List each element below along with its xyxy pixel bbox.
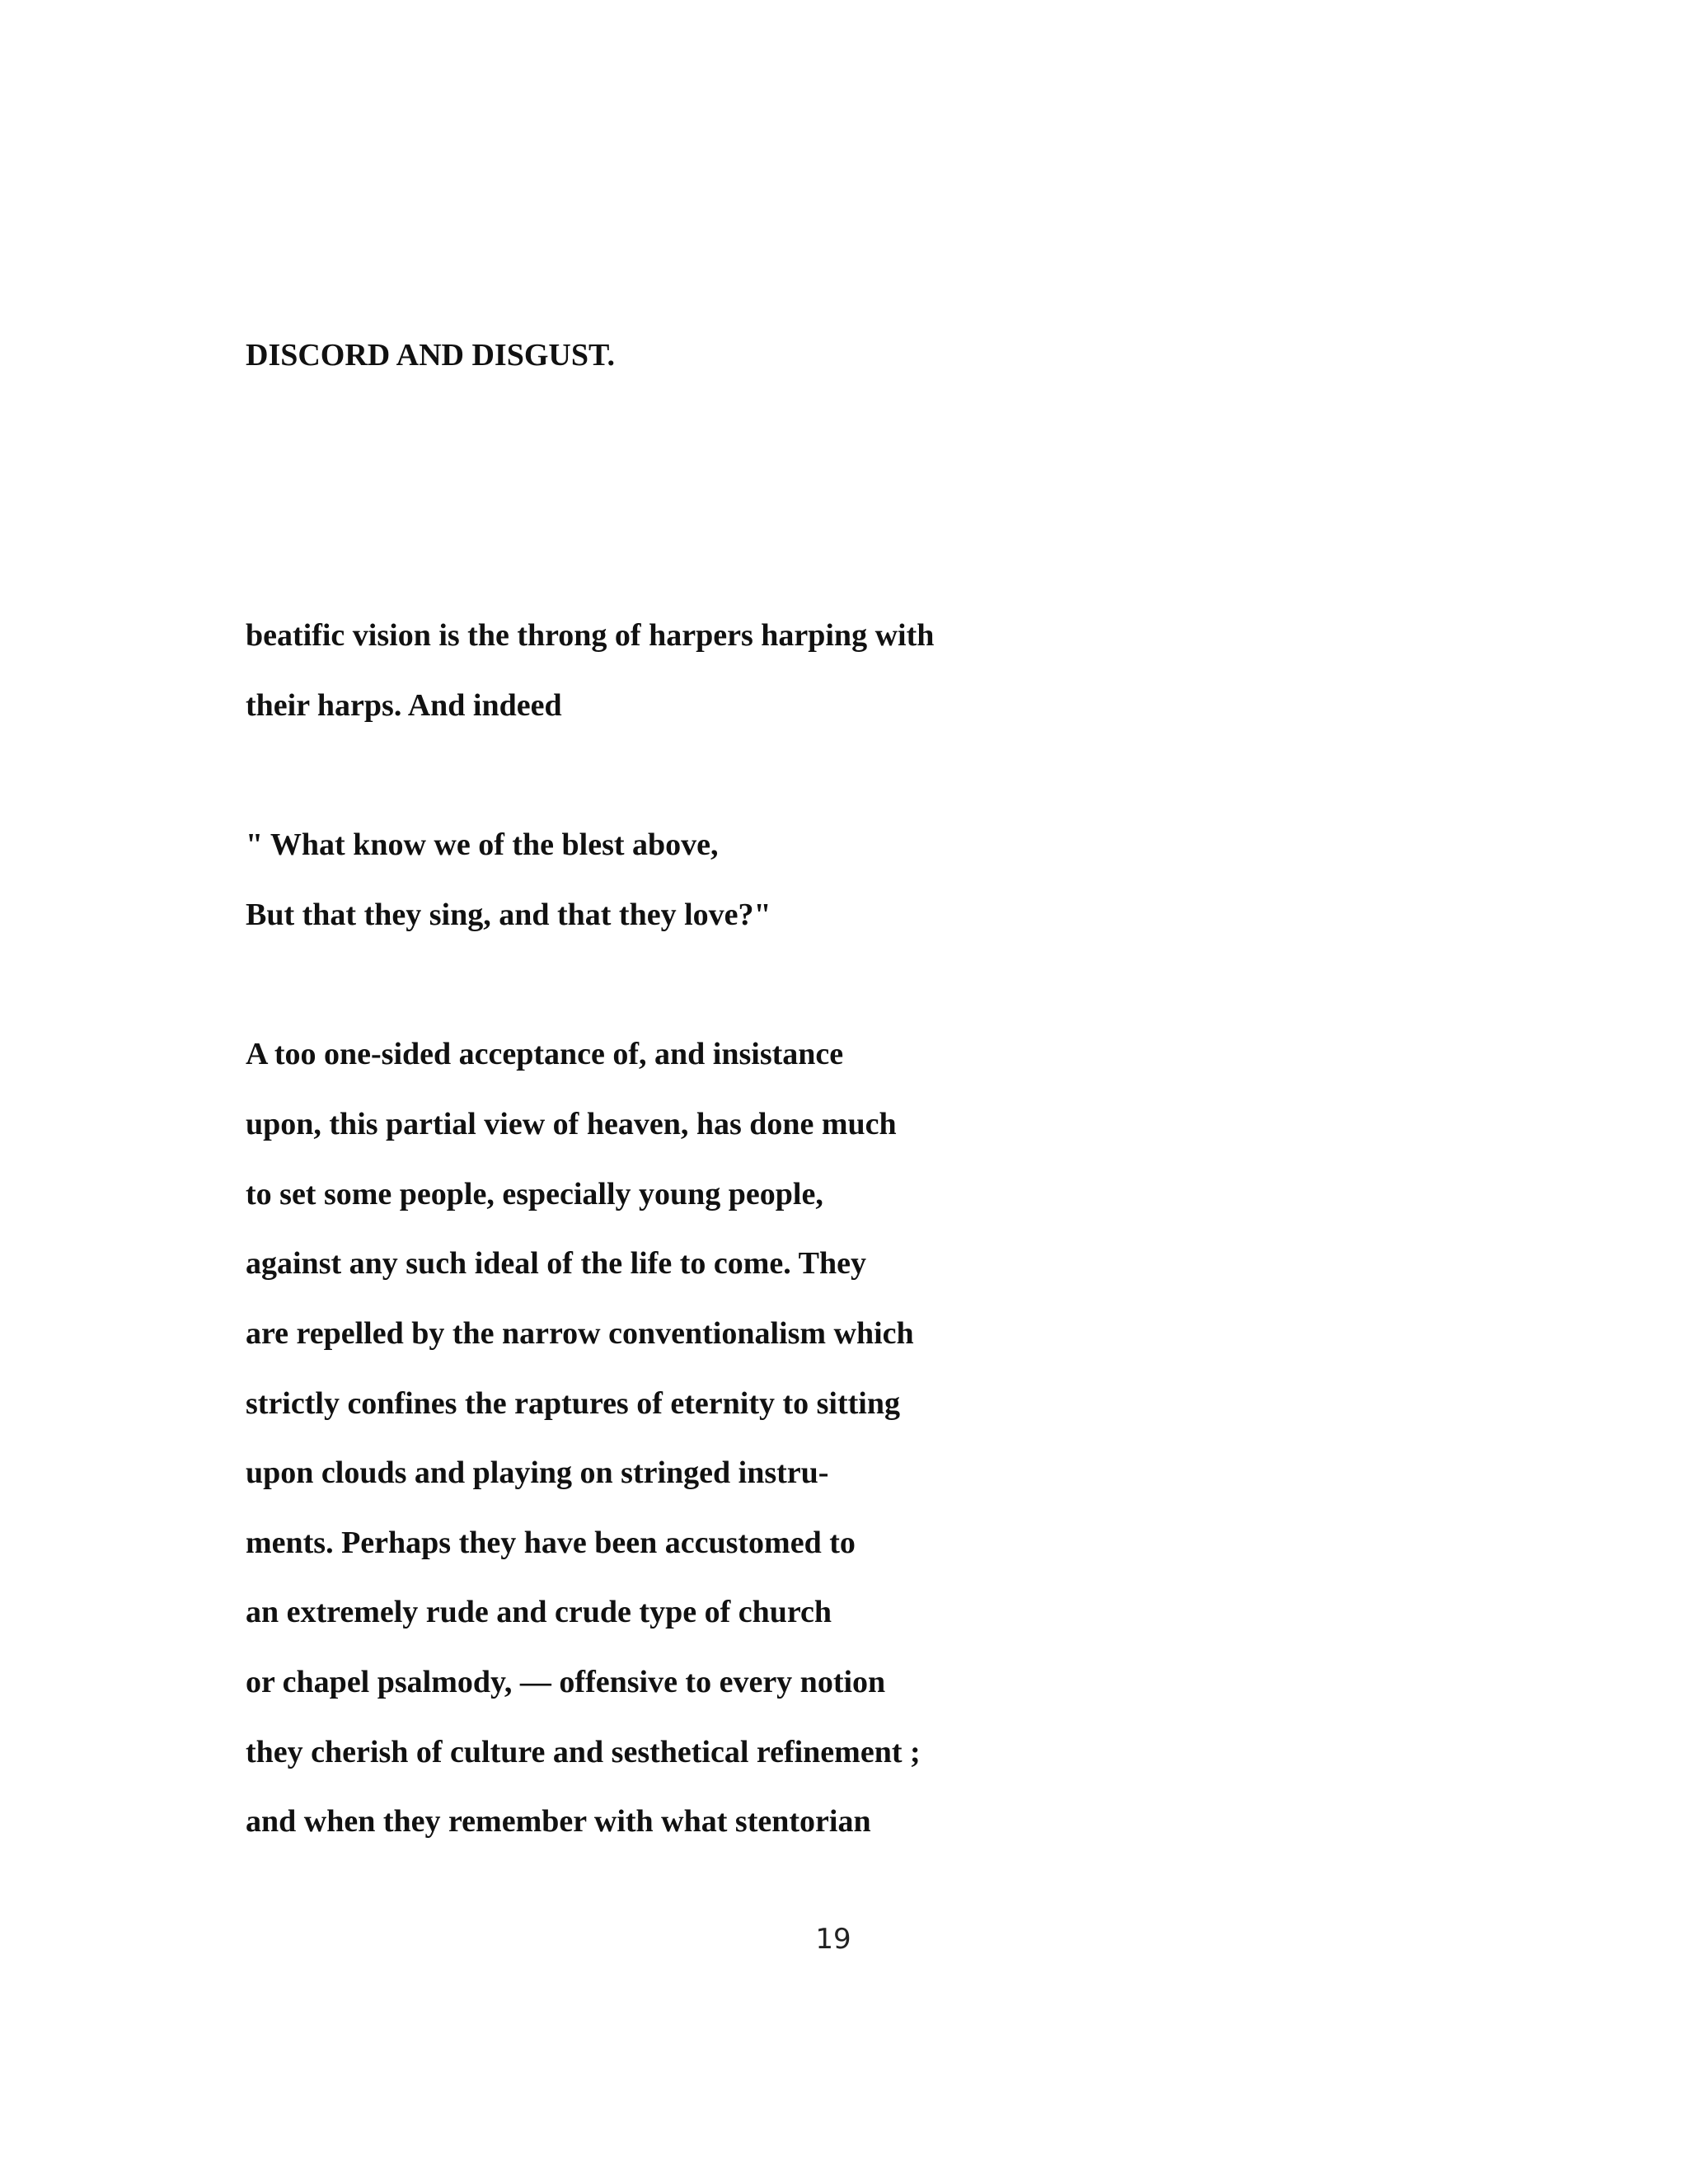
text-line: or chapel psalmody, — offensive to every notion: [246, 1665, 886, 1699]
text-line: an extremely rude and crude type of church: [246, 1595, 832, 1629]
text-line: and when they remember with what stentorian: [246, 1804, 871, 1839]
text-line: upon clouds and playing on stringed instru-: [246, 1455, 829, 1490]
text-line: their harps. And indeed: [246, 688, 562, 723]
text-line: A too one-sided acceptance of, and insistance: [246, 1037, 844, 1071]
page-number: 19: [815, 1923, 851, 1956]
text-line: are repelled by the narrow conventionalism which: [246, 1316, 914, 1351]
text-line: strictly confines the raptures of eternity to sitting: [246, 1386, 900, 1421]
page-heading: DISCORD AND DISGUST.: [246, 338, 616, 373]
quote-line: But that they sing, and that they love?": [246, 898, 771, 932]
text-line: to set some people, especially young people,: [246, 1177, 823, 1212]
text-line: they cherish of culture and sesthetical refinement ;: [246, 1735, 921, 1769]
quote-line: " What know we of the blest above,: [246, 827, 719, 862]
text-line: against any such ideal of the life to come. They: [246, 1246, 866, 1281]
text-line: ments. Perhaps they have been accustomed to: [246, 1526, 856, 1560]
text-line: upon, this partial view of heaven, has done much: [246, 1107, 897, 1141]
text-line: beatific vision is the throng of harpers harping with: [246, 618, 935, 653]
